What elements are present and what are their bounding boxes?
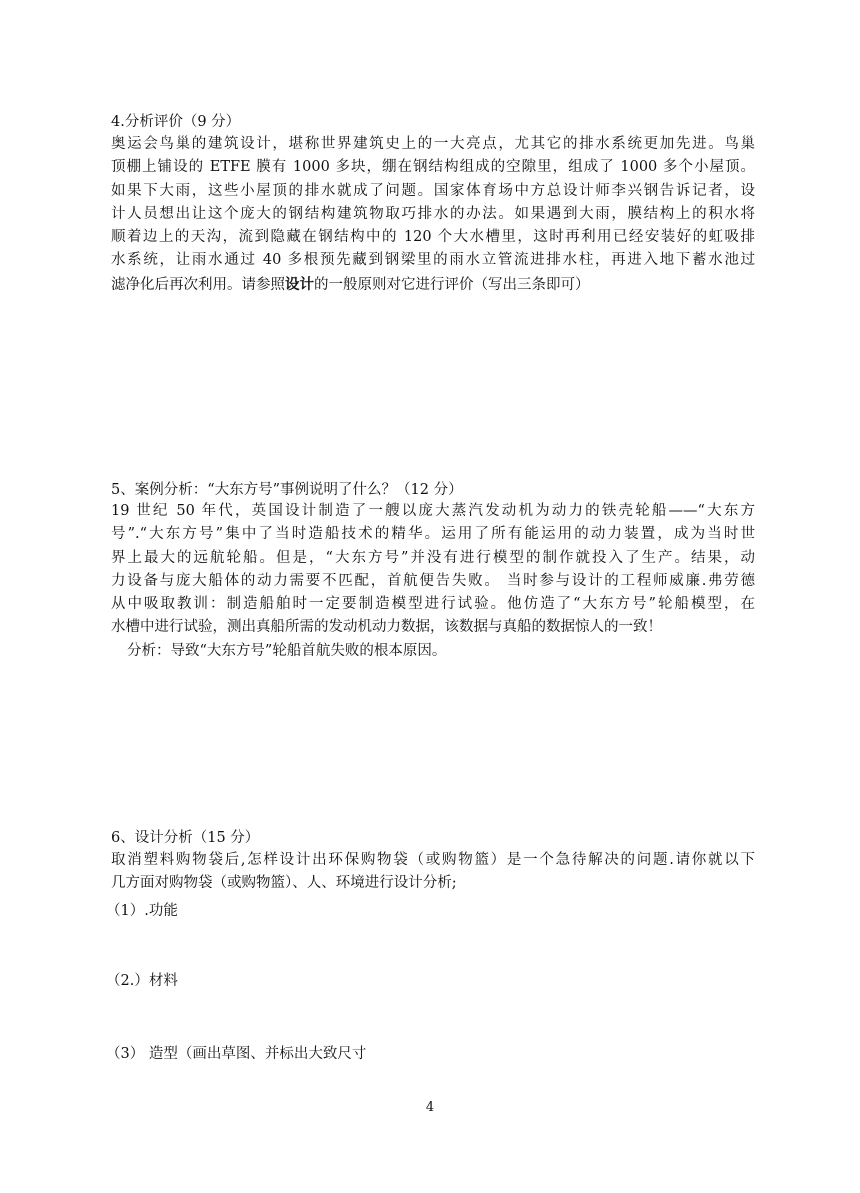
q4-heading: 4.分析评价（9 分）	[111, 114, 241, 130]
q4-line: 顶棚上铺设的 ETFE 膜有 1000 多块，绷在钢结构组成的空隙里，组成了 1000 多个小屋顶。	[111, 159, 755, 176]
q4-line: 顺着边上的天沟，流到隐藏在钢结构中的 120 个大水槽里，这时再利用已经安装好的虹吸排	[111, 229, 755, 246]
q5-body	[111, 500, 755, 663]
q5-line: 界上最大的远航轮船。但是，“大东方号”并没有进行模型的制作就投入了生产。结果，动	[111, 549, 755, 566]
q5-line: 力设备与庞大船体的动力需要不匹配，首航便告失败。 当时参与设计的工程师威廉.弗劳德	[111, 572, 755, 589]
q4-line: 如果下大雨，这些小屋顶的排水就成了问题。国家体育场中方总设计师李兴钢告诉记者，设	[111, 182, 755, 199]
q5-line: 19 世纪 50 年代，英国设计制造了一艘以庞大蒸汽发动机为动力的铁壳轮船——“大东方	[111, 503, 755, 519]
q5-line: 水槽中进行试验，测出真船所需的发动机动力数据，该数据与真船的数据惊人的一致！	[111, 619, 662, 636]
q4-line: 水系统，让雨水通过 40 多根预先藏到钢梁里的雨水立管流进排水柱，再进入地下蓄水池过	[111, 252, 755, 269]
q6-item-shape: （3） 造型（画出草图、并标出大致尺寸	[106, 1046, 367, 1062]
q5-analysis: 分析：导致“大东方号”轮船首航失败的根本原因。	[127, 642, 447, 659]
q5-heading: 5、案例分析：“大东方号”事例说明了什么？（12 分）	[111, 482, 463, 498]
q5-line: 从中吸取教训：制造船舶时一定要制造模型进行试验。他仿造了“大东方号”轮船模型，在	[111, 596, 755, 613]
q4-last-bold: 设计	[285, 275, 314, 293]
q4-line: 计人员想出让这个庞大的钢结构建筑物取巧排水的办法。如果遇到大雨，膜结构上的积水将	[111, 205, 755, 222]
q6-heading: 6、设计分析（15 分）	[111, 830, 260, 846]
q6-item-material: （2.）材料	[106, 973, 178, 989]
q6-item-function: （1）.功能	[106, 903, 178, 919]
q5-line: 号”.“大东方号”集中了当时造船技术的精华。运用了所有能运用的动力装置，成为当时世	[111, 526, 755, 543]
q4-last-post: 的一般原则对它进行评价（写出三条即可）	[314, 276, 590, 293]
page-number: 4	[425, 1100, 435, 1115]
q4-line: 奥运会鸟巢的建筑设计，堪称世界建筑史上的一大亮点，尤其它的排水系统更加先进。鸟巢	[111, 136, 755, 152]
q6-body	[111, 849, 755, 896]
q4-last-pre: 滤净化后再次利用。请参照	[111, 276, 285, 293]
q6-line: 几方面对购物袋（或购物篮）、人、环境进行设计分析;	[111, 875, 457, 892]
q4-last-line	[111, 273, 755, 296]
q6-line: 取消塑料购物袋后,怎样设计出环保购物袋（或购物篮）是一个急待解决的问题.请你就以下	[111, 852, 755, 868]
q4-body	[111, 133, 755, 296]
